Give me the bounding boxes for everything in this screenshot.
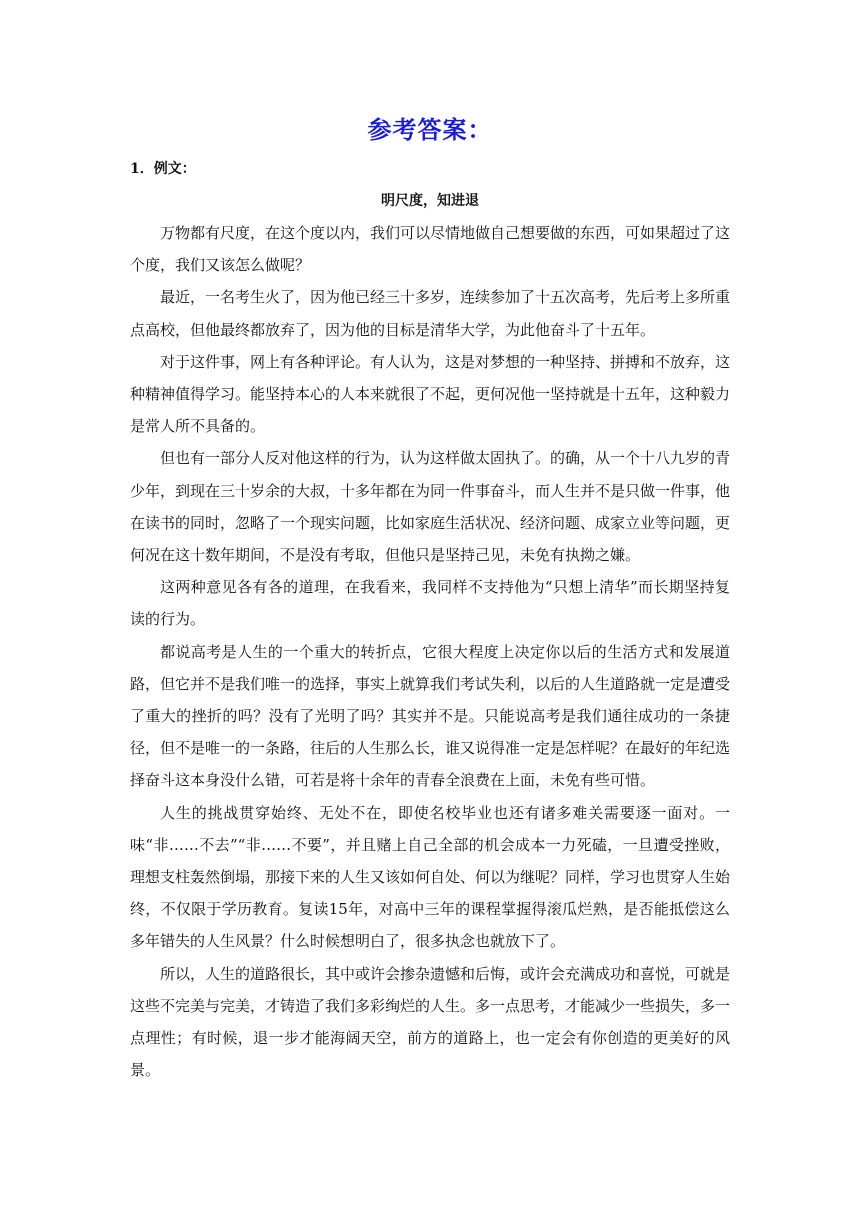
essay-paragraph: 所以，人生的道路很长，其中或许会掺杂遗憾和后悔，或许会充满成功和喜悦，可就是这些不完美与完美，才铸造了我们多彩绚烂的人生。多一点思考，才能减少一些损失，多一点理性；有时候，退一步才能海阔天空，前方的道路上，也一定会有你创造的更美好的风景。: [130, 964, 731, 1080]
essay-paragraph: 人生的挑战贯穿始终、无处不在，即使名校毕业也还有诸多难关需要逐一面对。一味“非……不去”“非……不要”，并且赌上自己全部的机会成本一力死磕，一旦遭受挫败，理想支柱轰然倒塌，那接下来的人生又该如何自处、何以为继呢？同样，学习也贯穿人生始终，不仅限于学历教育。复读15年，对高中三年的课程掌握得滚瓜烂熟，是否能抵偿这么多年错失的人生风景？什么时候想明白了，很多执念也就放下了。: [130, 803, 731, 951]
essay-paragraph: 但也有一部分人反对他这样的行为，认为这样做太固执了。的确，从一个十八九岁的青少年，到现在三十岁余的大叔，十多年都在为同一件事奋斗，而人生并不是只做一件事，他在读书的同时，忽略了一个现实问题，比如家庭生活状况、经济问题、成家立业等问题，更何况在这十数年期间，不是没有考取，但他只是坚持己见，未免有执拗之嫌。: [130, 449, 731, 565]
essay-paragraph: 万物都有尺度，在这个度以内，我们可以尽情地做自己想要做的东西，可如果超过了这个度，我们又该怎么做呢？: [130, 224, 731, 275]
essay-body: [130, 217, 730, 1086]
essay-paragraph: 都说高考是人生的一个重大的转折点，它很大程度上决定你以后的生活方式和发展道路，但它并不是我们唯一的选择，事实上就算我们考试失利，以后的人生道路就一定是遭受了重大的挫折的吗？没有了光明了吗？其实并不是。只能说高考是我们通往成功的一条捷径，但不是唯一的一条路，往后的人生那么长，谁又说得准一定是怎样呢？在最好的年纪选择奋斗这本身没什么错，可若是将十余年的青春全浪费在上面，未免有些可惜。: [130, 642, 731, 790]
page-title: 参考答案：: [367, 115, 493, 144]
essay-paragraph: 这两种意见各有各的道理，在我看来，我同样不支持他为“只想上清华”而长期坚持复读的行为。: [130, 578, 730, 629]
essay-paragraph: 对于这件事，网上有各种评论。有人认为，这是对梦想的一种坚持、拼搏和不放弃，这种精神值得学习。能坚持本心的人本来就很了不起，更何况他一坚持就是十五年，这种毅力是常人所不具备的。: [130, 352, 731, 436]
essay-paragraph: 最近，一名考生火了，因为他已经三十多岁，连续参加了十五次高考，先后考上多所重点高校，但他最终都放弃了，因为他的目标是清华大学，为此他奋斗了十五年。: [130, 288, 731, 339]
question-label: 1．例文：: [130, 161, 196, 177]
essay-title: 明尺度，知进退: [381, 193, 479, 209]
